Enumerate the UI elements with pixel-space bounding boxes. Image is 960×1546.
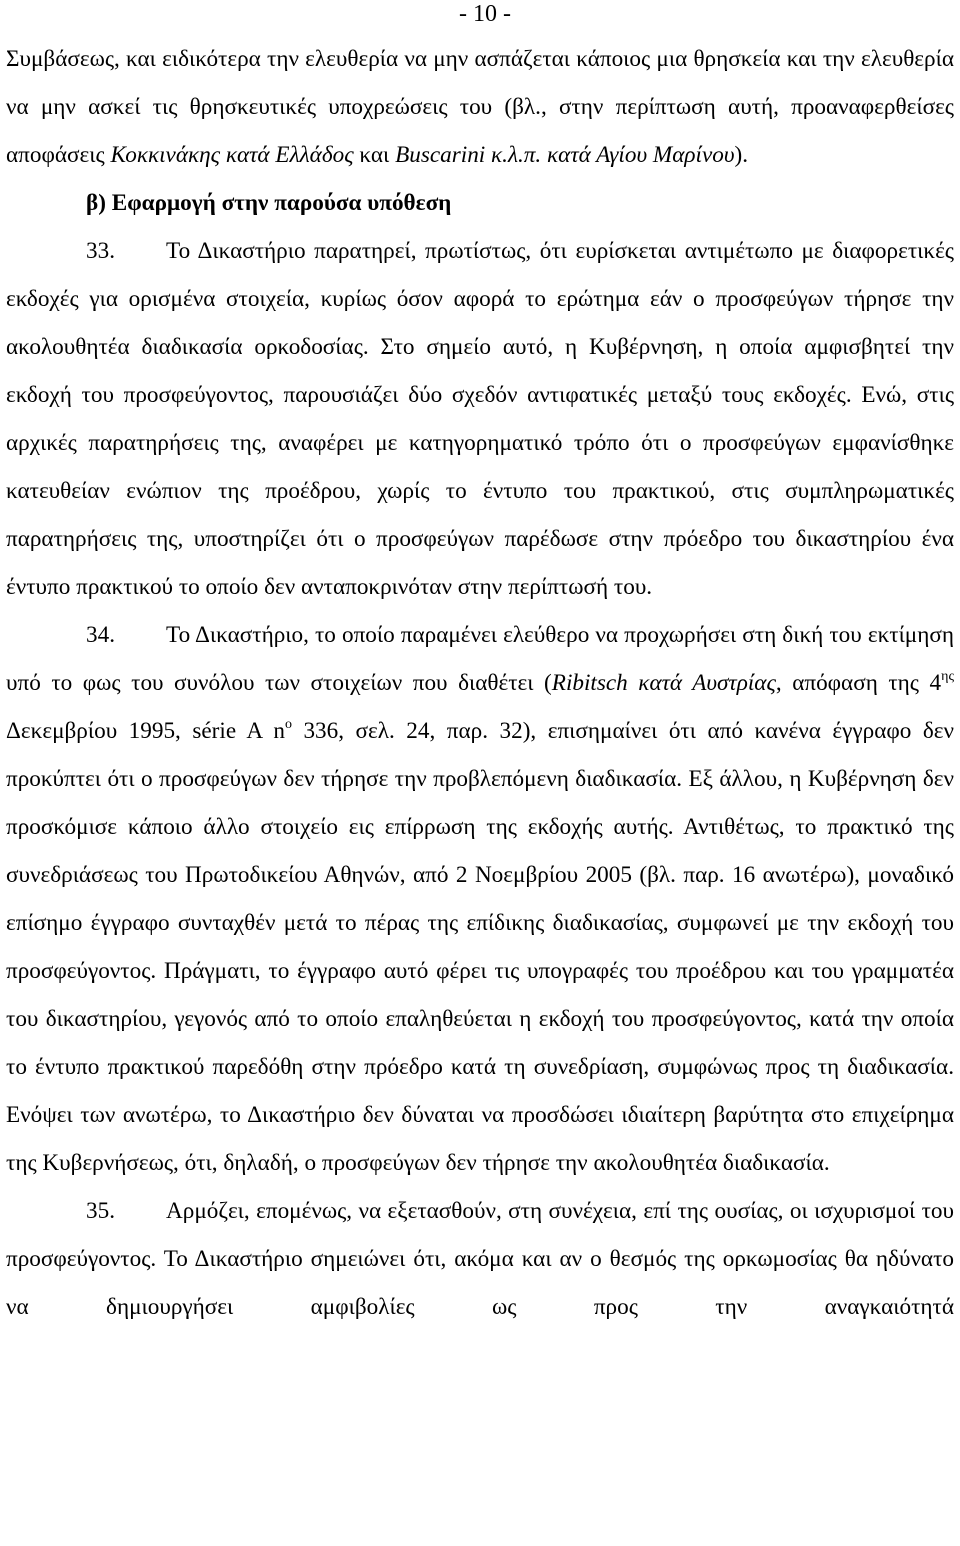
paragraph-35 xyxy=(6,1187,954,1331)
intro-text-1: Συμβάσεως, και ειδικότερα την ελευθερία να μην ασπάζεται κάποιος μια θρησκεία και την ελευθερία να μην ασκεί τις θρησκευτικές υποχρεώσεις του (βλ., στην περίπτωση αυτή, προαναφερθείσες αποφάσεις xyxy=(6,46,954,168)
paragraph-number-33: 33. xyxy=(86,238,115,264)
case-name-ribitsch: Ribitsch κατά Αυστρίας xyxy=(551,670,776,696)
paragraph-text-34a: Το Δικαστήριο, το οποίο παραμένει ελεύθερο να προχωρήσει στη δική του εκτίμηση υπό το φως του συνόλου των στοιχείων που διαθέτει ( xyxy=(6,622,954,696)
number-superscript: o xyxy=(284,717,292,732)
ordinal-superscript: ης xyxy=(941,669,954,684)
case-name-kokkinakis: Κοκκινάκης κατά Ελλάδος xyxy=(110,142,354,168)
paragraph-text-35: Αρμόζει, επομένως, να εξετασθούν, στη συνέχεια, επί της ουσίας, οι ισχυρισμοί του προσφεύγοντος. Το Δικαστήριο σημειώνει ότι, ακόμα και αν ο θεσμός της ορκωμοσίας θα ηδύνατο να δημιουργήσει αμφιβολίες ως προς την αναγκαιότητά xyxy=(6,1198,954,1320)
paragraph-number-34: 34. xyxy=(86,622,115,648)
section-heading: β) Εφαρμογή στην παρούσα υπόθεση xyxy=(86,190,452,216)
paragraph-text-34d: 336, σελ. 24, παρ. 32), επισημαίνει ότι από κανένα έγγραφο δεν προκύπτει ότι ο προσφεύγων δεν τήρησε την προβλεπόμενη διαδικασία. Εξ άλλου, η Κυβέρνηση δεν προσκόμισε κάποιο άλλο στοιχείο εις επίρρωση της εκδοχής αυτής. Αντιθέτως, το πρακτικό της συνεδριάσεως του Πρωτοδικείου Αθηνών, από 2 Νοεμβρίου 2005 (βλ. παρ. 16 ανωτέρω), μοναδικό επίσημο έγγραφο συνταχθέν μετά το πέρας της επίδικης διαδικασίας, συμφωνεί με την εκδοχή του προσφεύγοντος. Πράγματι, το έγγραφο αυτό φέρει τις υπογραφές του προέδρου και του γραμματέα του δικαστηρίου, γεγονός από το οποίο επαληθεύεται η εκδοχή του προσφεύγοντος, κατά την οποία το έντυπο πρακτικού παρεδόθη στην πρόεδρο κατά τη συνεδρίαση, συμφώνως προς τη διαδικασία. Ενόψει των ανωτέρω, το Δικαστήριο δεν δύναται να προσδώσει ιδιαίτερη βαρύτητα στο επιχείρημα της Κυβερνήσεως, ότι, δηλαδή, ο προσφεύγων δεν τήρησε την ακολουθητέα διαδικασία. xyxy=(6,718,955,1176)
page-number: - 10 - xyxy=(459,1,511,27)
paragraph-33 xyxy=(6,227,954,611)
paragraph-number-35: 35. xyxy=(86,1198,115,1224)
paragraph-text-34c: Δεκεμβρίου 1995, série A n xyxy=(6,718,285,744)
case-name-buscarini: Buscarini κ.λ.π. κατά Αγίου Μαρίνου xyxy=(395,142,735,168)
paragraph-text-33: Το Δικαστήριο παρατηρεί, πρωτίστως, ότι ευρίσκεται αντιμέτωπο με διαφορετικές εκδοχές για ορισμένα στοιχεία, κυρίως όσον αφορά το ερώτημα εάν ο προσφεύγων τήρησε την ακολουθητέα διαδικασία ορκοδοσίας. Στο σημείο αυτό, η Κυβέρνηση, η οποία αμφισβητεί την εκδοχή του προσφεύγοντος, παρουσιάζει δύο σχεδόν αντιφατικές μεταξύ τους εκδοχές. Ενώ, στις αρχικές παρατηρήσεις της, αναφέρει με κατηγορηματικό τρόπο ότι ο προσφεύγων εμφανίσθηκε κατευθείαν ενώπιον της προέδρου, χωρίς το έντυπο του πρακτικού, στις συμπληρωματικές παρατηρήσεις της, υποστηρίζει ότι ο προσφεύγων παρέδωσε στην πρόεδρο του δικαστηρίου ένα έντυπο πρακτικού το οποίο δεν ανταποκρινόταν στην περίπτωσή του. xyxy=(6,238,954,600)
paragraph-text-34b: , απόφαση της 4 xyxy=(775,670,942,696)
paragraph-34 xyxy=(6,611,954,1187)
intro-paragraph xyxy=(6,35,954,179)
intro-text-3: ). xyxy=(734,142,749,168)
document-page xyxy=(6,0,954,1331)
intro-text-2: και xyxy=(353,142,396,168)
